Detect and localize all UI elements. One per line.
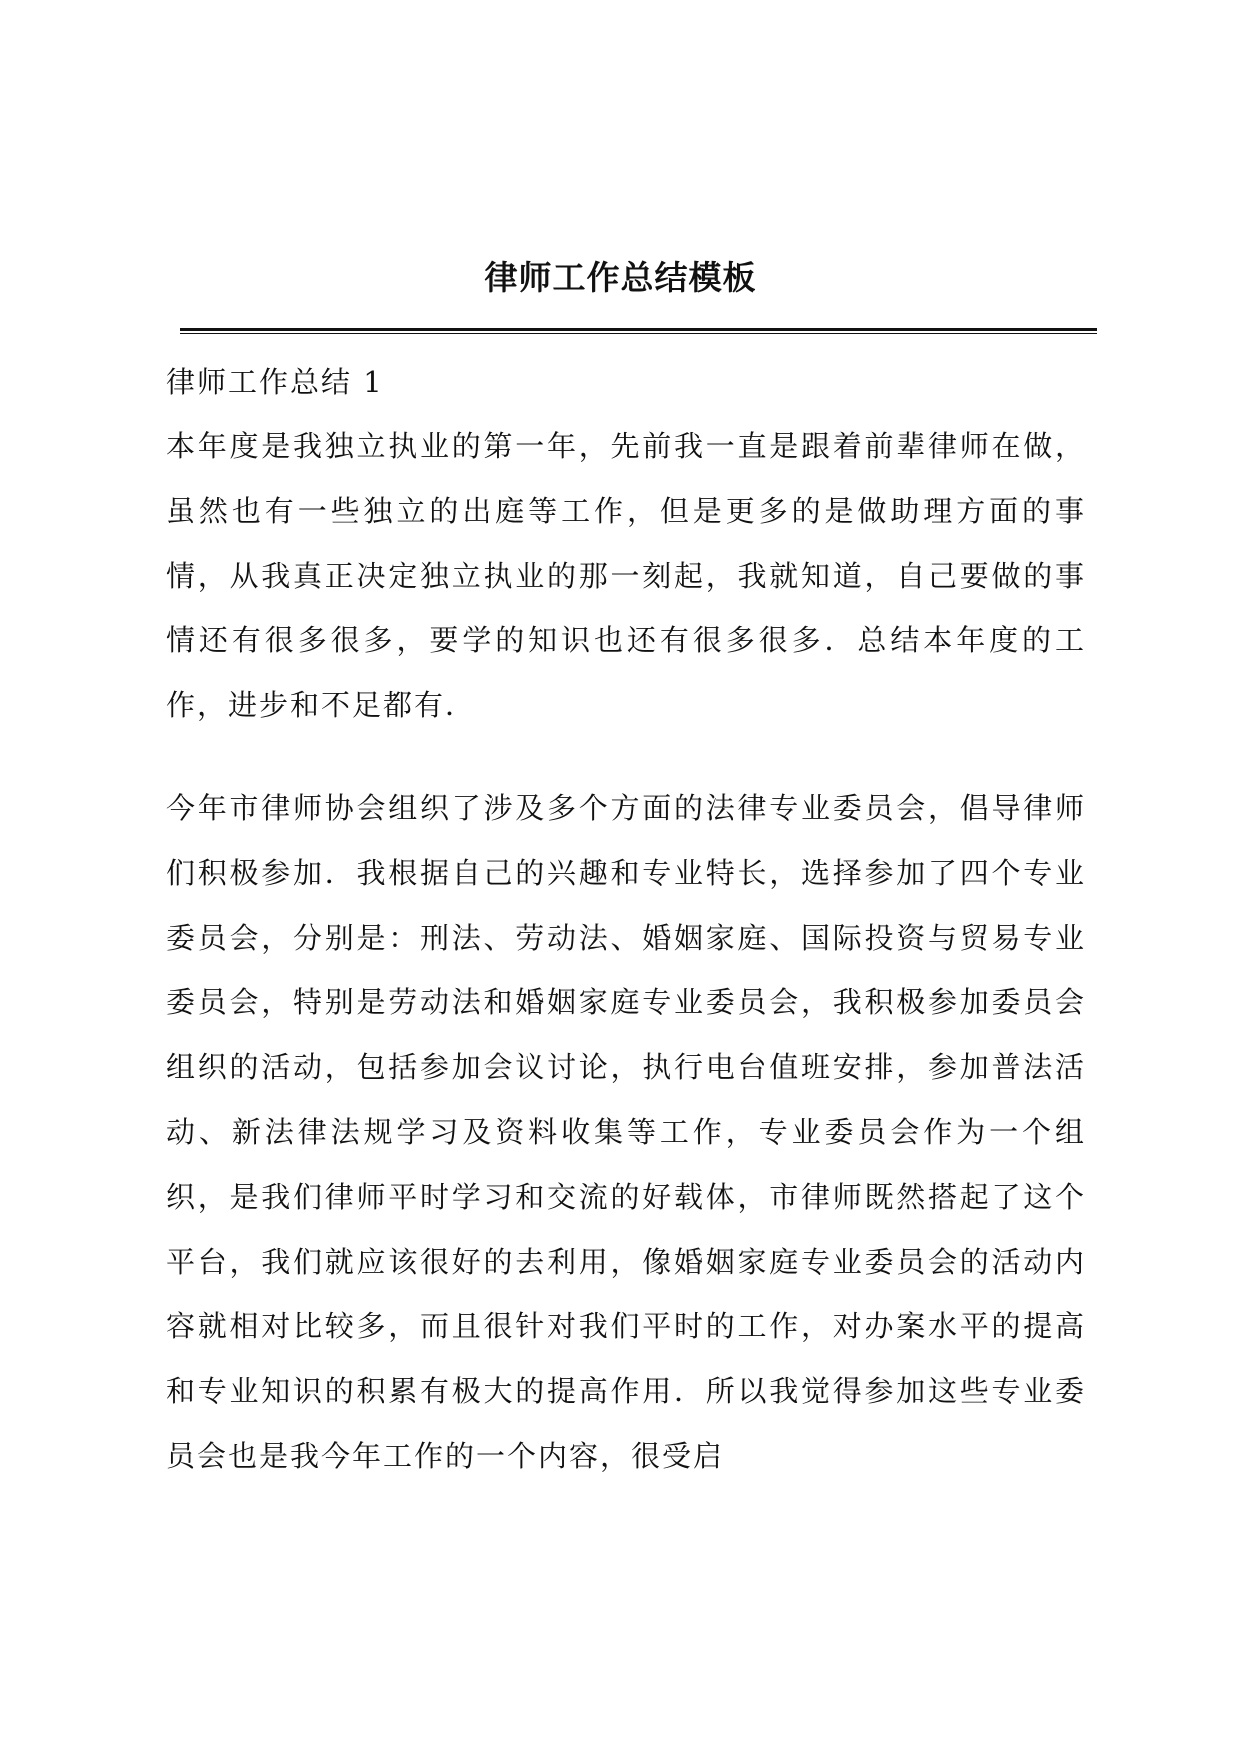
paragraph-1: 本年度是我独立执业的第一年，先前我一直是跟着前辈律师在做，虽然也有一些独立的出庭等工作，但是更多的是做助理方面的事情，从我真正决定独立执业的那一刻起，我就知道，自己要做的事情还有很多很多，要学的知识也还有很多很多．总结本年度的工作，进步和不足都有．: [166, 429, 1086, 723]
title-divider-thick: [180, 328, 1097, 331]
document-title: 律师工作总结模板: [484, 258, 757, 297]
paragraph-2: 今年市律师协会组织了涉及多个方面的法律专业委员会，倡导律师们积极参加．我根据自己的兴趣和专业特长，选择参加了四个专业委员会，分别是：刑法、劳动法、婚姻家庭、国际投资与贸易专业委员会，特别是劳动法和婚姻家庭专业委员会，我积极参加委员会组织的活动，包括参加会议讨论，执行电台值班安排，参加普法活动、新法律法规学习及资料收集等工作，专业委员会作为一个组织，是我们律师平时学习和交流的好载体，市律师既然搭起了这个平台，我们就应该很好的去利用，像婚姻家庭专业委员会的活动内容就相对比较多，而且很针对我们平时的工作，对办案水平的提高和专业知识的积累有极大的提高作用．所以我觉得参加这些专业委员会也是我今年工作的一个内容，很受启: [166, 791, 1086, 1473]
title-divider-thin: [180, 333, 1097, 334]
section-heading: 律师工作总结 1: [166, 365, 384, 399]
